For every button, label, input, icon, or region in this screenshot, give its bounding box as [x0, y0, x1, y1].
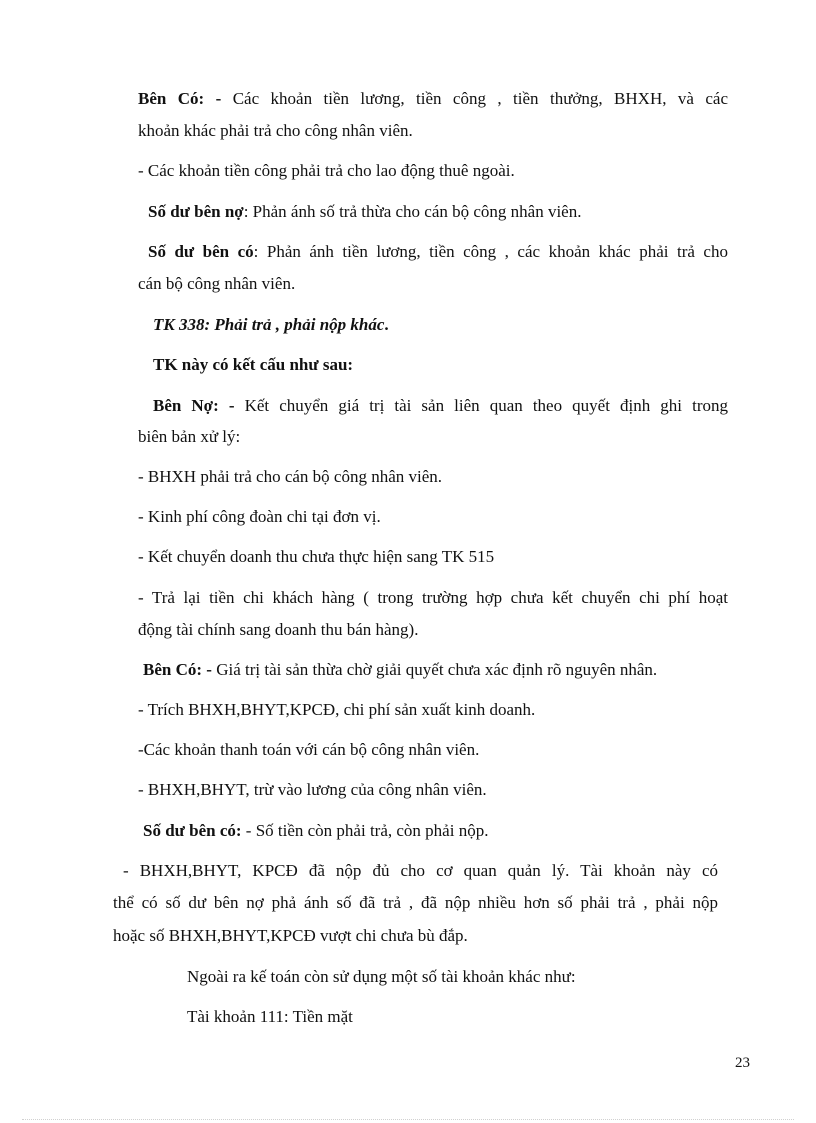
ben-no-item-1: - BHXH phải trả cho cán bộ công nhân viên.	[138, 467, 443, 486]
ben-co-338-text: Giá trị tài sản thừa chờ giải quyết chưa xác định rõ nguyên nhân.	[216, 660, 658, 679]
ben-co-338-line	[143, 659, 657, 681]
ben-no-item-3: - Kết chuyển doanh thu chưa thực hiện sang TK 515	[138, 547, 495, 566]
ben-no-line-1	[153, 395, 728, 417]
tk338-heading	[153, 314, 389, 336]
final-para-line-1: - BHXH,BHYT, KPCĐ đã nộp đủ cho cơ quan quản lý. Tài khoản này có	[123, 861, 718, 880]
ben-no-line-2: biên bản xử lý:	[138, 427, 241, 446]
ben-co-line-1	[138, 88, 728, 110]
ben-co-338-item-3: - BHXH,BHYT, trừ vào lương của công nhân viên.	[138, 780, 487, 799]
structure-heading: TK này có kết cấu như sau:	[153, 355, 354, 374]
ben-no-item-4-line-1: - Trả lại tiền chi khách hàng ( trong trường hợp chưa kết chuyển chi phí hoạt	[138, 588, 728, 607]
so-du-ben-co-line-1	[148, 241, 728, 263]
ben-co-dash: -	[204, 89, 233, 108]
so-du-ben-co-text-a: : Phản ánh tiền lương, tiền công , các khoản khác phải trả cho	[253, 242, 728, 261]
ben-co-338-dash: -	[202, 660, 217, 679]
ben-co-heading: Bên Có:	[138, 89, 205, 108]
so-du-ben-co-338-text: - Số tiền còn phải trả, còn phải nộp.	[241, 821, 489, 840]
page-bottom-divider	[22, 1119, 794, 1120]
so-du-ben-co-338-heading: Số dư bên có:	[143, 821, 242, 840]
final-para-line-3: hoặc số BHXH,BHYT,KPCĐ vượt chi chưa bù đắp.	[113, 926, 468, 945]
ben-co-text-a: Các khoản tiền lương, tiền công , tiền thưởng, BHXH, và các	[232, 89, 728, 108]
tk338-dot: .	[384, 315, 389, 334]
other-accounts-line: Ngoài ra kế toán còn sử dụng một số tài khoản khác như:	[187, 967, 576, 986]
tk338-title: TK 338: Phải trả , phải nộp khác	[153, 315, 385, 334]
ben-co-338-heading: Bên Có:	[143, 660, 203, 679]
so-du-ben-co-338-line	[143, 820, 488, 842]
so-du-ben-no-heading: Số dư bên nợ	[148, 202, 244, 221]
ben-no-item-4-line-2: động tài chính sang doanh thu bán hàng).	[138, 620, 419, 639]
final-para-line-2: thể có số dư bên nợ phả ánh số đã trả , đã nộp nhiều hơn số phải trả , phải nộp	[113, 893, 718, 912]
page-number: 23	[735, 1055, 750, 1071]
ben-no-heading: Bên Nợ:	[153, 396, 219, 415]
ben-no-item-2: - Kinh phí công đoàn chi tại đơn vị.	[138, 507, 381, 526]
so-du-ben-no-text: : Phản ánh số trả thừa cho cán bộ công nhân viên.	[243, 202, 582, 221]
so-du-ben-co-line-2: cán bộ công nhân viên.	[138, 274, 296, 293]
so-du-ben-no-line	[148, 201, 581, 223]
so-du-ben-co-heading: Số dư bên có	[148, 242, 254, 261]
ben-co-line-2: khoản khác phải trả cho công nhân viên.	[138, 121, 413, 140]
ben-no-dash: -	[218, 396, 245, 415]
ben-co-338-item-2: -Các khoản thanh toán với cán bộ công nhân viên.	[138, 740, 480, 759]
account-111-line: Tài khoản 111: Tiền mặt	[187, 1007, 353, 1026]
ben-co-338-item-1: - Trích BHXH,BHYT,KPCĐ, chi phí sản xuất kinh doanh.	[138, 700, 536, 719]
ben-no-text-a: Kết chuyển giá trị tài sản liên quan theo quyết định ghi trong	[244, 396, 728, 415]
hired-labor-line: - Các khoản tiền công phải trả cho lao động thuê ngoài.	[138, 161, 515, 180]
